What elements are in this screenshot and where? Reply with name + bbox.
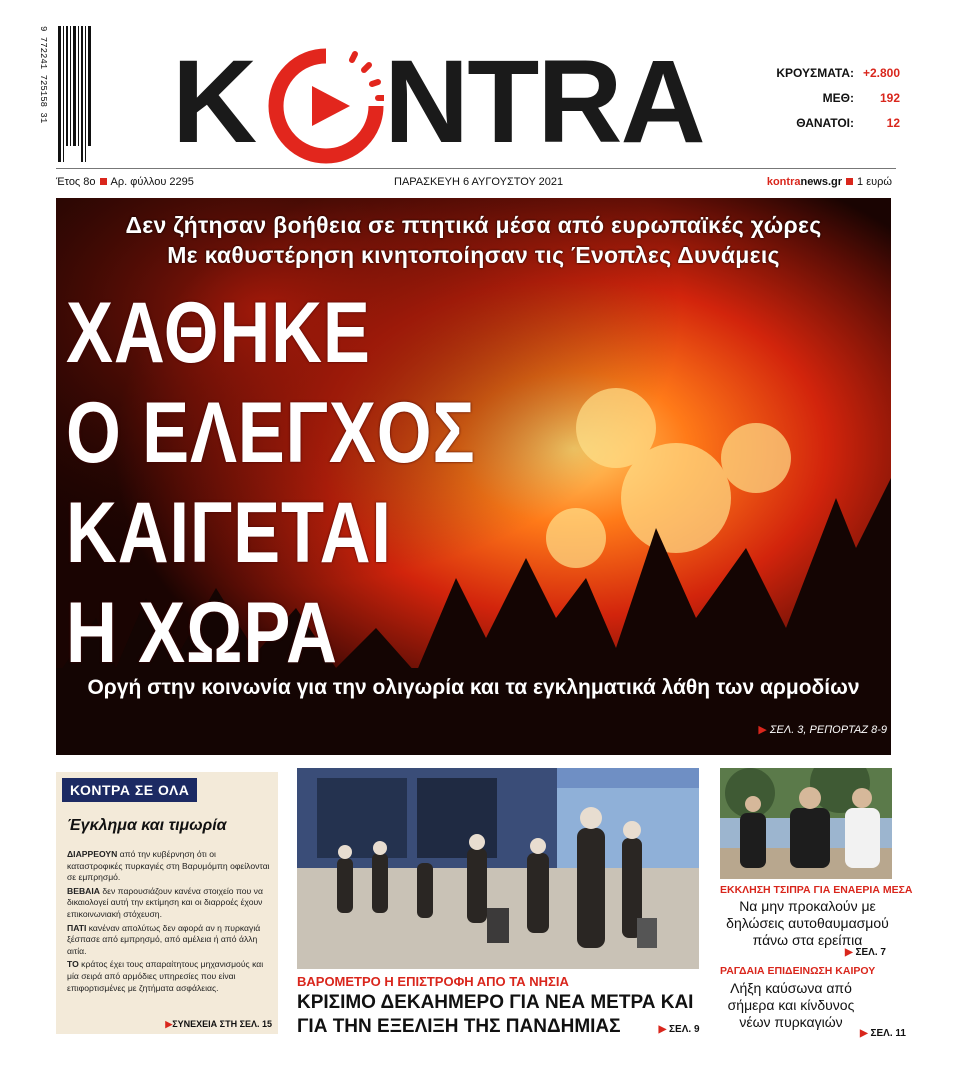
column-title: Έγκλημα και τιμωρία [67,817,227,834]
stat-deaths: ΘΑΝΑΤΟΙ: 12 [796,115,900,130]
hero-headline-line-4: Η ΧΩΡΑ [66,585,338,681]
column-paragraph: ΒΕΒΑΙΑ δεν παρουσιάζουν κανένα στοιχείο που να δικαιολογεί αυτή την εκτίμηση και οι διαρροές έχουν επικοινωνιακή στόχευση. [67,885,263,919]
logo-letters-ntra: NTRA [384,36,704,168]
right-kicker-1: ΕΚΚΛΗΣΗ ΤΣΙΠΡΑ ΓΙΑ ΕΝΑΕΡΙΑ ΜΕΣΑ [720,884,913,896]
logo-play-icon [268,48,384,164]
barcode-digits: 9 772241 725158 31 [38,26,48,124]
center-page-ref[interactable]: ▶ ΣΕΛ. 9 [658,1024,700,1035]
column-paragraph: ΠΑΤΙ κανέναν απολύτως δεν αφορά αν η πυρκαγιά ξέσπασε από εμπρησμό, από αμέλεια ή από άλλη αιτία. [67,922,261,956]
hero-subhead-2: Με καθυστέρηση κινητοποίησαν τις Ένοπλες Δυνάμεις [167,242,780,268]
hero-headline-line-3: ΚΑΙΓΕΤΑΙ [66,485,392,581]
hero-page-ref[interactable]: ▶ ΣΕΛ. 3, ΡΕΠΟΡΤΑΖ 8-9 [758,724,887,736]
column-paragraph: ΤΟ κράτος έχει τους απαραίτητους μηχανισμούς και μία σειρά από αρμόδιες υπηρεσίες που είναι επιφορτισμένες με ζητήματα ασφάλειας. [67,959,264,993]
center-headline[interactable]: ΚΡΙΣΙΜΟ ΔΕΚΑΗΜΕΡΟ ΓΙΑ ΝΕΑ ΜΕΤΡΑ ΚΑΙ ΓΙΑ ΤΗΝ ΕΞΕΛΙΞΗ ΤΗΣ ΠΑΝΔΗΜΙΑΣ ▶ ΣΕΛ. 9 [297,992,700,1037]
stat-icu: ΜΕΘ: 192 [822,90,900,105]
covid-stats [770,60,900,135]
website[interactable]: kontranews.gr 1 ευρώ [766,176,892,188]
logo-letter-k: K [172,36,256,168]
opinion-column [56,772,278,1034]
year: Έτος 8ο Αρ. φύλλου 2295 [56,176,194,188]
column-body [67,849,273,996]
hero-headline-line-2: Ο ΕΛΕΓΧΟΣ [66,385,476,481]
column-paragraph: ΔΙΑΡΡΕΟΥΝ από την κυβέρνηση ότι οι καταστροφικές πυρκαγιές στη Βαρυμόμπη οφείλονται σε εμπρησμό. [67,849,270,883]
hero-story [56,198,891,755]
kontra-logo [172,36,772,168]
right-page-ref-1[interactable]: ▶ ΣΕΛ. 7 [845,947,886,958]
right-story-2[interactable]: Λήξη καύσωνα από σήμερα και κίνδυνος νέων πυρκαγιών [727,980,855,1030]
issue-date: ΠΑΡΑΣΚΕΥΗ 6 ΑΥΓΟΥΣΤΟΥ 2021 [394,176,564,188]
hero-deck: Οργή στην κοινωνία για την ολιγωρία και τα εγκληματικά λάθη των αρμοδίων [87,676,860,699]
meta-bar [56,176,896,192]
hero-headline-line-1: ΧΑΘΗΚΕ [66,285,371,381]
column-continued[interactable]: ▶ΣΥΝΕΧΕΙΑ ΣΤΗ ΣΕΛ. 15 [165,1019,272,1029]
tsipras-photo [720,768,892,879]
right-page-ref-2[interactable]: ▶ ΣΕΛ. 11 [860,1028,906,1039]
right-kicker-2: ΡΑΓΔΑΙΑ ΕΠΙΔΕΙΝΩΣΗ ΚΑΙΡΟΥ [720,965,876,977]
right-story-1[interactable]: Να μην προκαλούν με δηλώσεις αυτοθαυμασμού πάνω στα ερείπια [726,898,889,948]
stat-cases: ΚΡΟΥΣΜΑΤΑ: +2.800 [776,65,900,80]
divider [56,168,896,169]
barcode [58,26,92,162]
column-label: ΚΟΝΤΡΑ ΣΕ ΟΛΑ [62,778,197,802]
ferry-passengers-photo [297,768,699,969]
center-kicker: ΒΑΡΟΜΕΤΡΟ Η ΕΠΙΣΤΡΟΦΗ ΑΠΟ ΤΑ ΝΗΣΙΑ [297,974,569,989]
hero-subhead-1: Δεν ζήτησαν βοήθεια σε πτητικά μέσα από ευρωπαϊκές χώρες [125,212,822,238]
